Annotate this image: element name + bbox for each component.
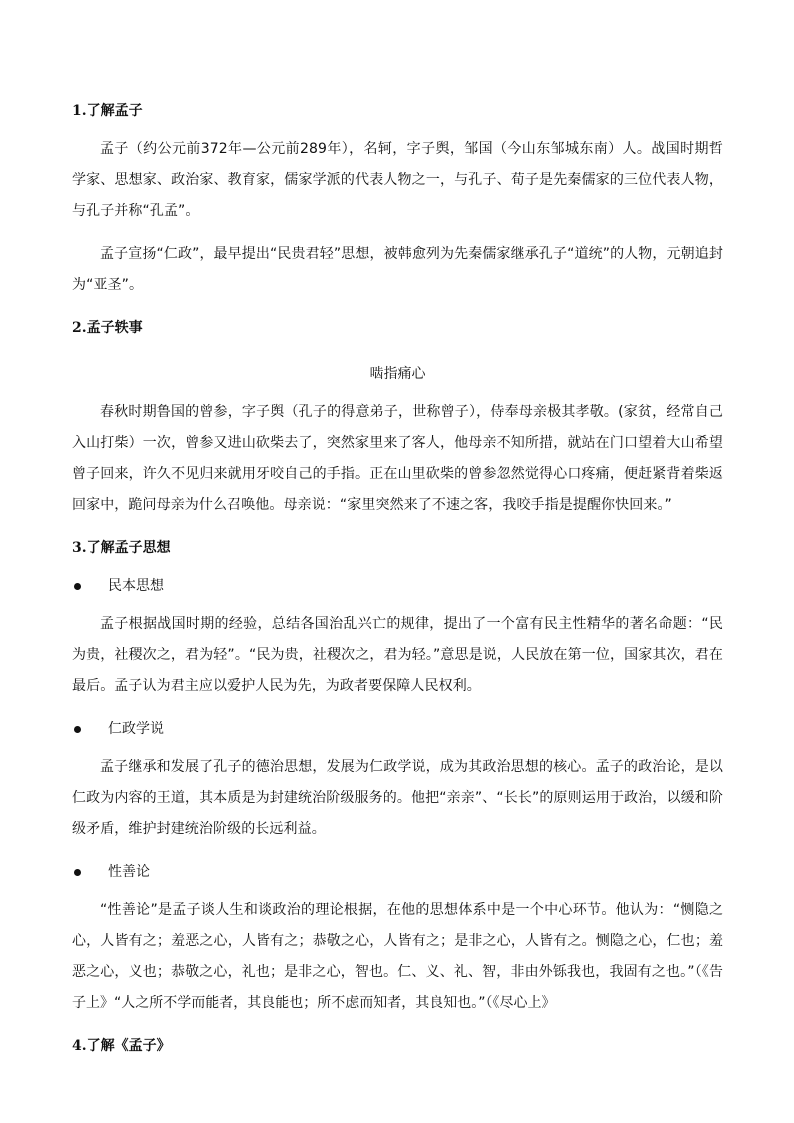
story-title: 啮指痛心 (369, 366, 426, 382)
paragraph-benevolent-governance: 孟子继承和发展了孔子的德治思想，发展为仁政学说，成为其政治思想的核心。孟子的政治论，是以仁政为内容的王道，其本质是为封建统治阶级服务的。他把“亲亲”、“长长”的原则运用于政治，以缓和阶级矛盾，维护封建统治阶级的长远利益。 (72, 759, 723, 837)
section-heading-4: 4.了解《孟子》 (72, 1038, 171, 1054)
bullet-label: 性善论 (108, 864, 150, 880)
paragraph-human-nature-good: “性善论”是孟子谈人生和谈政治的理论根据，在他的思想体系中是一个中心环节。他认为：“恻隐之心，人皆有之；羞恶之心，人皆有之；恭敬之心，人皆有之；是非之心，人皆有之。恻隐之心，仁也；羞恶之心，义也；恭敬之心，礼也；是非之心，智也。仁、义、礼、智，非由外铄我也，我固有之也。”（《告子上》“人之所不学而能者，其良能也；所不虑而知者，其良知也。”（《尽心上》 (72, 902, 723, 1011)
bullet-label: 民本思想 (108, 578, 164, 594)
paragraph-mencius-intro: 孟子（约公元前372年—公元前289年），名轲，字子舆，邹国（今山东邹城东南）人。战国时期哲学家、思想家、政治家、教育家，儒家学派的代表人物之一，与孔子、荀子是先秦儒家的三位代表人物，与孔子并称“孔孟”。 (72, 141, 723, 219)
bullet-human-nature-good (72, 861, 723, 883)
section-heading-1: 1.了解孟子 (72, 103, 143, 119)
paragraph-mencius-benevolence: 孟子宣扬“仁政”，最早提出“民贵君轻”思想，被韩愈列为先秦儒家继承孔子“道统”的人物，元朝追封为“亚圣”。 (72, 246, 723, 293)
bullet-benevolent-governance (72, 718, 723, 740)
section-heading-2: 2.孟子轶事 (72, 320, 143, 336)
document-page (72, 100, 723, 1057)
section-heading-3: 3.了解孟子思想 (72, 540, 171, 556)
paragraph-people-based: 孟子根据战国时期的经验，总结各国治乱兴亡的规律，提出了一个富有民主性精华的著名命题：“民为贵，社稷次之，君为轻”。“民为贵，社稷次之，君为轻。”意思是说，人民放在第一位，国家其次，君在最后。孟子认为君主应以爱护人民为先，为政者要保障人民权利。 (72, 616, 723, 694)
paragraph-story: 春秋时期鲁国的曾参，字子舆（孔子的得意弟子，世称曾子），侍奉母亲极其孝敬。(家贫，经常自己入山打柴）一次，曾参又进山砍柴去了，突然家里来了客人，他母亲不知所措，就站在门口望着大山希望曾子回来，许久不见归来就用牙咬自己的手指。正在山里砍柴的曾参忽然觉得心口疼痛，便赶紧背着柴返回家中，跪问母亲为什么召唤他。母亲说：“家里突然来了不速之客，我咬手指是提醒你快回来。” (72, 404, 723, 513)
bullet-dot-icon (74, 869, 81, 876)
bullet-dot-icon (74, 583, 81, 590)
bullet-label: 仁政学说 (108, 721, 164, 737)
bullet-people-based (72, 575, 723, 597)
bullet-dot-icon (74, 726, 81, 733)
